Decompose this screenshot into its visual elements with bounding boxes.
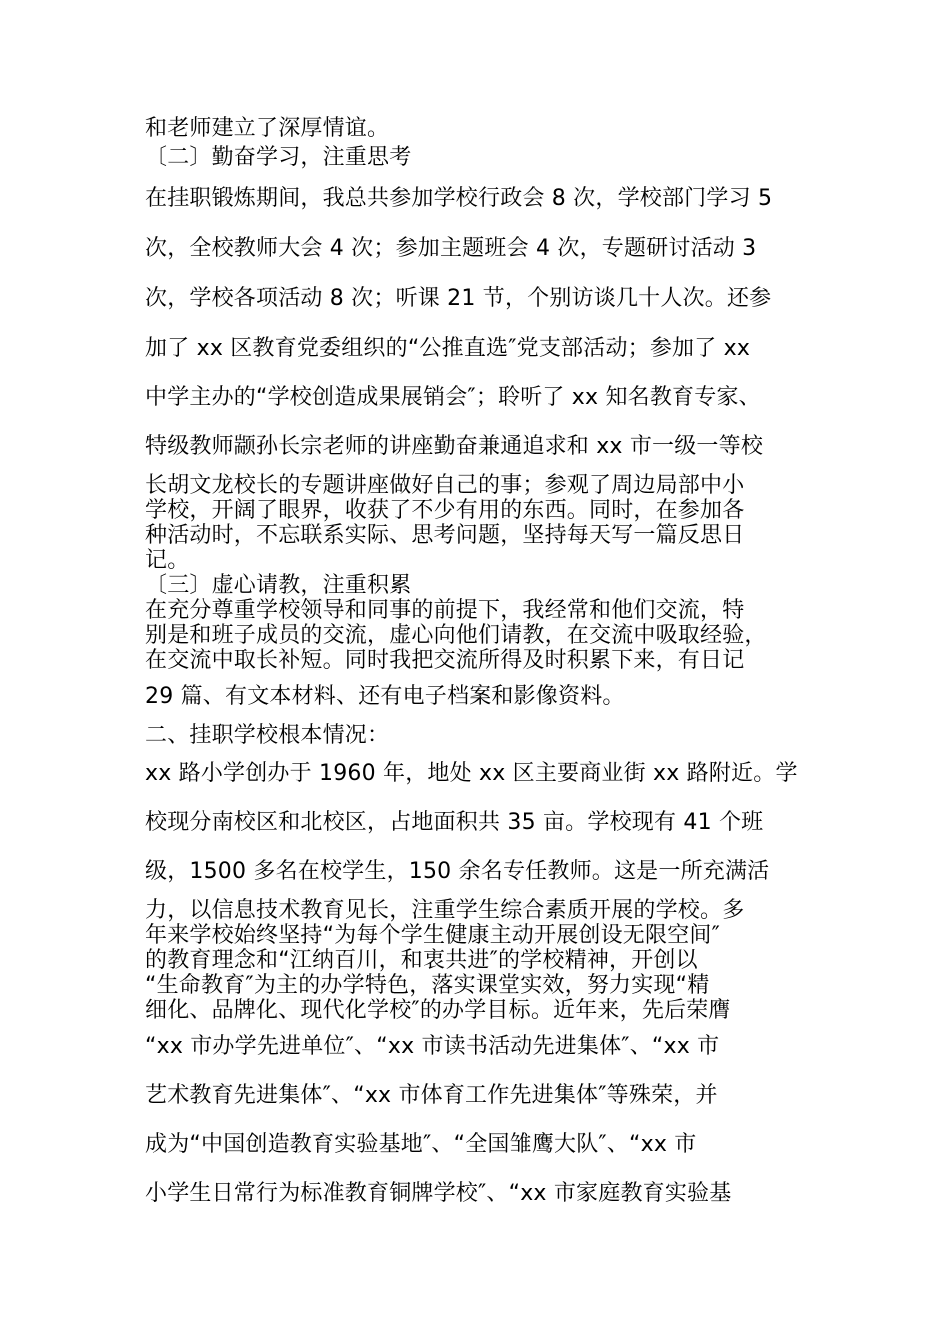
text-line: 次，全校教师大会 4 次；参加主题班会 4 次，专题研讨活动 3: [145, 236, 757, 261]
section-heading: 〔二〕勤奋学习，注重思考: [145, 145, 412, 170]
text-line: 29 篇、有文本材料、还有电子档案和影像资料。: [145, 684, 625, 709]
text-line: 的教育理念和“江纳百川，和衷共进″的学校精神，开创以: [145, 948, 698, 973]
text-line: 在充分尊重学校领导和同事的前提下，我经常和他们交流，特: [145, 598, 745, 623]
text-line: 和老师建立了深厚情谊。: [145, 116, 390, 141]
text-line: 特级教师颛孙长宗老师的讲座勤奋兼通追求和 xx 市一级一等校: [145, 434, 764, 459]
section-heading: 〔三〕虚心请教，注重积累: [145, 573, 412, 598]
text-line: 细化、品牌化、现代化学校″的办学目标。近年来，先后荣膺: [145, 998, 731, 1023]
text-line: 长胡文龙校长的专题讲座做好自己的事；参观了周边局部中小: [145, 473, 745, 498]
text-line: 级，1500 多名在校学生，150 余名专任教师。这是一所充满活: [145, 859, 770, 884]
text-line: 在挂职锻炼期间，我总共参加学校行政会 8 次，学校部门学习 5: [145, 186, 773, 211]
text-line: 加了 xx 区教育党委组织的“公推直选″党支部活动；参加了 xx: [145, 336, 751, 361]
text-line: xx 路小学创办于 1960 年，地处 xx 区主要商业街 xx 路附近。学: [145, 761, 798, 786]
section-heading: 二、挂职学校根本情况：: [145, 723, 390, 748]
text-line: 次，学校各项活动 8 次；听课 21 节，个别访谈几十人次。还参: [145, 286, 772, 311]
text-line: 艺术教育先进集体″、“xx 市体育工作先进集体″等殊荣，并: [145, 1083, 718, 1108]
text-line: 别是和班子成员的交流，虚心向他们请教，在交流中吸取经验，: [145, 623, 767, 648]
text-line: 年来学校始终坚持“为每个学生健康主动开展创设无限空间″: [145, 923, 721, 948]
text-line: 力，以信息技术教育见长，注重学生综合素质开展的学校。多: [145, 898, 745, 923]
text-line: 记。: [145, 548, 190, 573]
text-line: “生命教育″为主的办学特色，落实课堂实效，努力实现“精: [145, 973, 710, 998]
text-line: 校现分南校区和北校区，占地面积共 35 亩。学校现有 41 个班: [145, 810, 764, 835]
text-line: 种活动时，不忘联系实际、思考问题，坚持每天写一篇反思日: [145, 523, 745, 548]
text-line: 在交流中取长补短。同时我把交流所得及时积累下来，有日记: [145, 648, 745, 673]
text-line: 学校，开阔了眼界，收获了不少有用的东西。同时，在参加各: [145, 498, 745, 523]
text-line: 成为“中国创造教育实验基地″、“全国雏鹰大队″、“xx 市: [145, 1132, 697, 1157]
text-line: 小学生日常行为标准教育铜牌学校″、“xx 市家庭教育实验基: [145, 1181, 732, 1206]
text-line: “xx 市办学先进单位″、“xx 市读书活动先进集体″、“xx 市: [145, 1034, 720, 1059]
text-line: 中学主办的“学校创造成果展销会″；聆听了 xx 知名教育专家、: [145, 385, 761, 410]
